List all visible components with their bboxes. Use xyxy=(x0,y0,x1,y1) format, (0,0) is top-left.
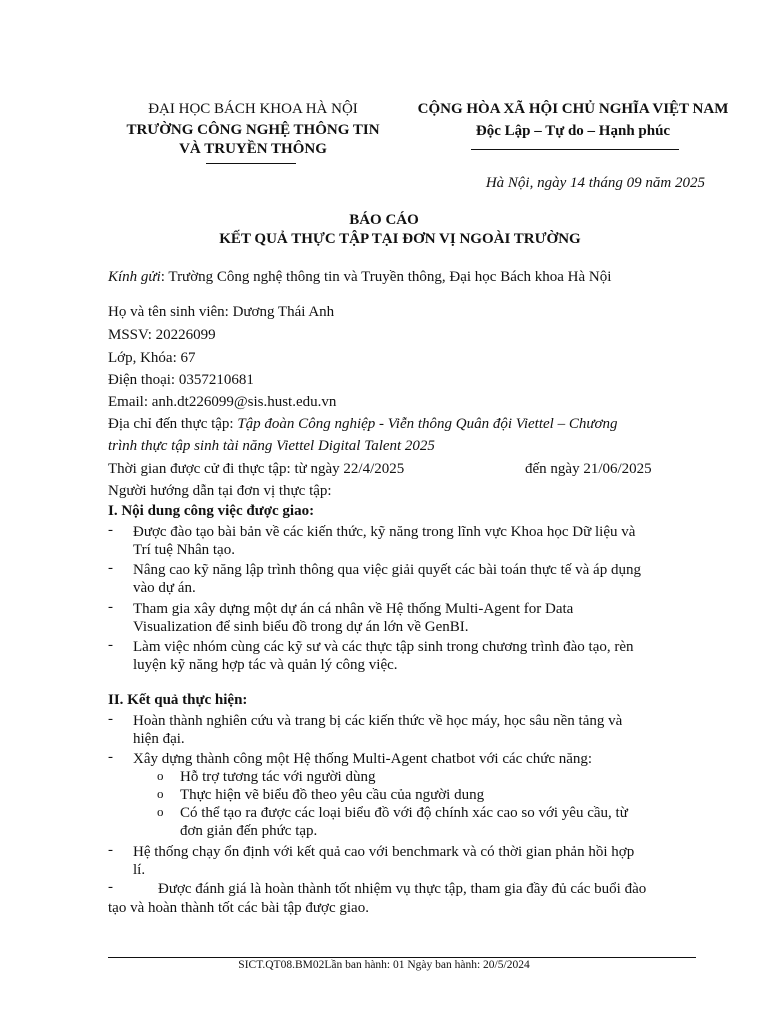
list-item-line2: tạo và hoàn thành tốt các bài tập được giao. xyxy=(108,900,369,916)
date-line: Hà Nội, ngày 14 tháng 09 năm 2025 xyxy=(485,175,705,191)
bullet: - xyxy=(108,879,113,895)
footer-divider xyxy=(108,957,696,958)
report-subtitle: KẾT QUẢ THỰC TẬP TẠI ĐƠN VỊ NGOÀI TRƯỜNG xyxy=(219,231,581,247)
list-item xyxy=(133,843,696,879)
greeting-text: : Trường Công nghệ thông tin và Truyền thông, Đại học Bách khoa Hà Nội xyxy=(160,269,612,285)
section1-heading: I. Nội dung công việc được giao: xyxy=(108,503,315,519)
list-item xyxy=(133,561,696,597)
list-item xyxy=(133,523,696,559)
sub-bullet: o xyxy=(157,786,164,801)
list-item-line1: Tham gia xây dựng một dự án cá nhân về Hệ thống Multi-Agent for Data xyxy=(133,601,574,617)
period-to: đến ngày 21/06/2025 xyxy=(525,461,652,477)
list-item-line2: Trí tuệ Nhân tạo. xyxy=(133,542,235,558)
period-from: Thời gian được cử đi thực tập: từ ngày 22/4/2025 xyxy=(108,461,405,477)
bullet: - xyxy=(108,711,113,727)
greeting-label: Kính gửi xyxy=(108,269,161,285)
list-item xyxy=(133,638,696,674)
section2-heading: II. Kết quả thực hiện: xyxy=(108,692,248,708)
address-value-line2: trình thực tập sinh tài năng Viettel Digital Talent 2025 xyxy=(108,438,435,454)
bullet: - xyxy=(108,599,113,615)
internship-address xyxy=(108,415,618,434)
sub-list-item: Thực hiện vẽ biểu đồ theo yêu cầu của người dung xyxy=(180,787,485,803)
list-item-line1: Được đào tạo bài bản về các kiến thức, kỹ năng trong lĩnh vực Khoa học Dữ liệu và xyxy=(133,524,636,540)
sub-bullet: o xyxy=(157,768,164,783)
student-phone: Điện thoại: 0357210681 xyxy=(108,372,254,388)
list-item: Xây dựng thành công một Hệ thống Multi-Agent chatbot với các chức năng: xyxy=(133,751,593,767)
university-name: ĐẠI HỌC BÁCH KHOA HÀ NỘI xyxy=(148,101,358,117)
list-item-line1: Được đánh giá là hoàn thành tốt nhiệm vụ thực tập, tham gia đầy đủ các buổi đào xyxy=(158,881,647,897)
list-item-line2: Visualization để sinh biểu đồ trong dự án lớn về GenBI. xyxy=(133,619,469,635)
list-item xyxy=(133,712,696,748)
student-class: Lớp, Khóa: 67 xyxy=(108,350,196,366)
school-name-line2: VÀ TRUYỀN THÔNG xyxy=(179,141,327,157)
address-label: Địa chỉ đến thực tập: xyxy=(108,416,238,432)
bullet: - xyxy=(108,842,113,858)
list-item-line2: hiện đại. xyxy=(133,731,185,747)
list-item-line1: Hoàn thành nghiên cứu và trang bị các kiến thức về học máy, học sâu nền tảng và xyxy=(133,713,623,729)
footer-text: SICT.QT08.BM02Lần ban hành: 01 Ngày ban hành: 20/5/2024 xyxy=(238,959,530,971)
country-name: CỘNG HÒA XÃ HỘI CHỦ NGHĨA VIỆT NAM xyxy=(417,101,729,117)
list-item-line1: Hệ thống chạy ổn định với kết quả cao với benchmark và có thời gian phản hồi hợp xyxy=(133,844,635,860)
greeting xyxy=(108,268,611,287)
right-header-underline xyxy=(471,149,679,150)
left-header-underline xyxy=(206,163,296,164)
bullet: - xyxy=(108,560,113,576)
list-item-line1: Nâng cao kỹ năng lập trình thông qua việc giải quyết các bài toán thực tế và áp dụng xyxy=(133,562,641,578)
list-item-line2: luyện kỹ năng hợp tác và quản lý công việc. xyxy=(133,657,398,673)
student-name: Họ và tên sinh viên: Dương Thái Anh xyxy=(108,304,335,320)
list-item xyxy=(133,600,696,636)
bullet: - xyxy=(108,637,113,653)
mentor: Người hướng dẫn tại đơn vị thực tập: xyxy=(108,483,332,499)
list-item-line2: lí. xyxy=(133,862,146,878)
bullet: - xyxy=(108,749,113,765)
sub-list-item: Hỗ trợ tương tác với người dùng xyxy=(180,769,376,785)
sub-list-item xyxy=(180,804,696,840)
sub-bullet: o xyxy=(157,804,164,819)
student-id: MSSV: 20226099 xyxy=(108,327,216,343)
bullet: - xyxy=(108,522,113,538)
sub-list-item-line2: đơn giản đến phức tạp. xyxy=(180,823,318,839)
sub-list-item-line1: Có thể tạo ra được các loại biểu đồ với độ chính xác cao so với yêu cầu, từ xyxy=(180,805,628,821)
motto: Độc Lập – Tự do – Hạnh phúc xyxy=(475,123,671,139)
school-name-line1: TRƯỜNG CÔNG NGHỆ THÔNG TIN xyxy=(126,122,380,138)
list-item-line1: Làm việc nhóm cùng các kỹ sư và các thực tập sinh trong chương trình đào tạo, rèn xyxy=(133,639,634,655)
address-value-line1: Tập đoàn Công nghiệp - Viễn thông Quân đội Viettel – Chương xyxy=(237,416,618,432)
list-item-line2: vào dự án. xyxy=(133,580,196,596)
student-email: Email: anh.dt226099@sis.hust.edu.vn xyxy=(108,394,337,410)
report-title: BÁO CÁO xyxy=(349,212,419,228)
